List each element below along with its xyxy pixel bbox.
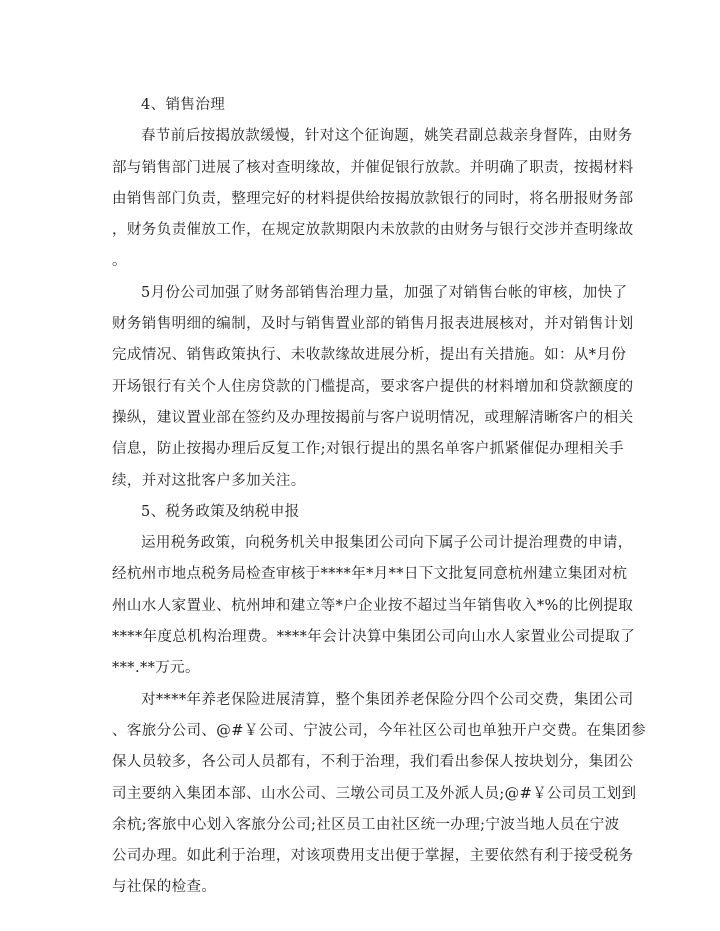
document-body [112, 90, 647, 904]
text-line: 对****年养老保险进展清算，整个集团养老保险分四个公司交费，集团公司 [141, 691, 634, 708]
section-4-paragraph-1 [112, 121, 634, 277]
section-5-paragraph-1 [112, 528, 636, 684]
text-line: 部与销售部门进展了核对查明缘故，并催促银行放款。并明确了职责，按揭材料 [112, 159, 634, 176]
text-line: 保人员较多，各公司人员都有，不利于治理，我们看出参保人按块划分，集团公 [112, 754, 634, 771]
text-line: 。 [112, 253, 127, 270]
text-line: 续，并对这批客户多加关注。 [112, 472, 306, 489]
text-line: 春节前后按揭放款缓慢，针对这个征询题，姚笑君副总裁亲身督阵，由财务 [141, 128, 633, 145]
text-line: 公司办理。如此利于治理，对该项费用支出便于掌握，主要依然有利于接受税务 [112, 848, 634, 865]
text-line: 财务销售明细的编制，及时与销售置业部的销售月报表进展核对，并对销售计划 [112, 316, 634, 333]
text-line: 操纵，建议置业部在签约及办理按揭前与客户说明情况，或理解清晰客户的相关 [112, 409, 634, 426]
text-line: 运用税务政策，向税务机关申报集团公司向下属子公司计提治理费的申请， [141, 535, 633, 552]
section-4-paragraph-2 [112, 278, 634, 497]
text-line: 由销售部门负责，整理完好的材料提供给按揭放款银行的同时，将名册报财务部 [112, 190, 634, 207]
text-line: 、客旅分公司、@#￥公司、宁波公司，今年社区公司也单独开户交费。在集团参 [112, 722, 647, 739]
section-4-heading [141, 90, 601, 121]
text-line: 州山水人家置业、杭州坤和建立等*户企业按不超过当年销售收入*%的比例提取 [112, 597, 634, 614]
text-line: 信息，防止按揭办理后反复工作;对银行提出的黑名单客户抓紧催促办理相关手 [112, 441, 624, 458]
section-5-paragraph-2 [112, 685, 647, 904]
text-line: 余杭;客旅中心划入客旅分公司;社区员工由社区统一办理;宁波当地人员在宁波 [112, 816, 620, 833]
section-4-heading-text: 4、销售治理 [141, 97, 226, 113]
text-line: 司主要纳入集团本部、山水公司、三墩公司员工及外派人员;@#￥公司员工划到 [112, 785, 637, 802]
text-line: 与社保的检查。 [112, 879, 217, 896]
text-line: 开场银行有关个人住房贷款的门槛提高，要求客户提供的材料增加和贷款额度的 [112, 378, 634, 395]
text-line: ***.**万元。 [112, 660, 200, 677]
section-5-heading [141, 497, 601, 528]
text-line: 5月份公司加强了财务部销售治理力量，加强了对销售台帐的审核，加快了 [141, 284, 628, 301]
section-5-heading-text: 5、税务政策及纳税申报 [141, 503, 300, 520]
text-line: ，财务负责催放工作，在规定放款期限内未放款的由财务与银行交涉并查明缘故 [112, 222, 634, 239]
text-line: 经杭州市地点税务局检查审核于****年*月**日下文批复同意杭州建立集团对杭 [112, 566, 628, 583]
text-line: 完成情况、销售政策执行、未收款缘故进展分析，提出有关措施。如：从*月份 [112, 347, 627, 364]
text-line: ****年度总机构治理费。****年会计决算中集团公司向山水人家置业公司提取了 [112, 629, 636, 646]
